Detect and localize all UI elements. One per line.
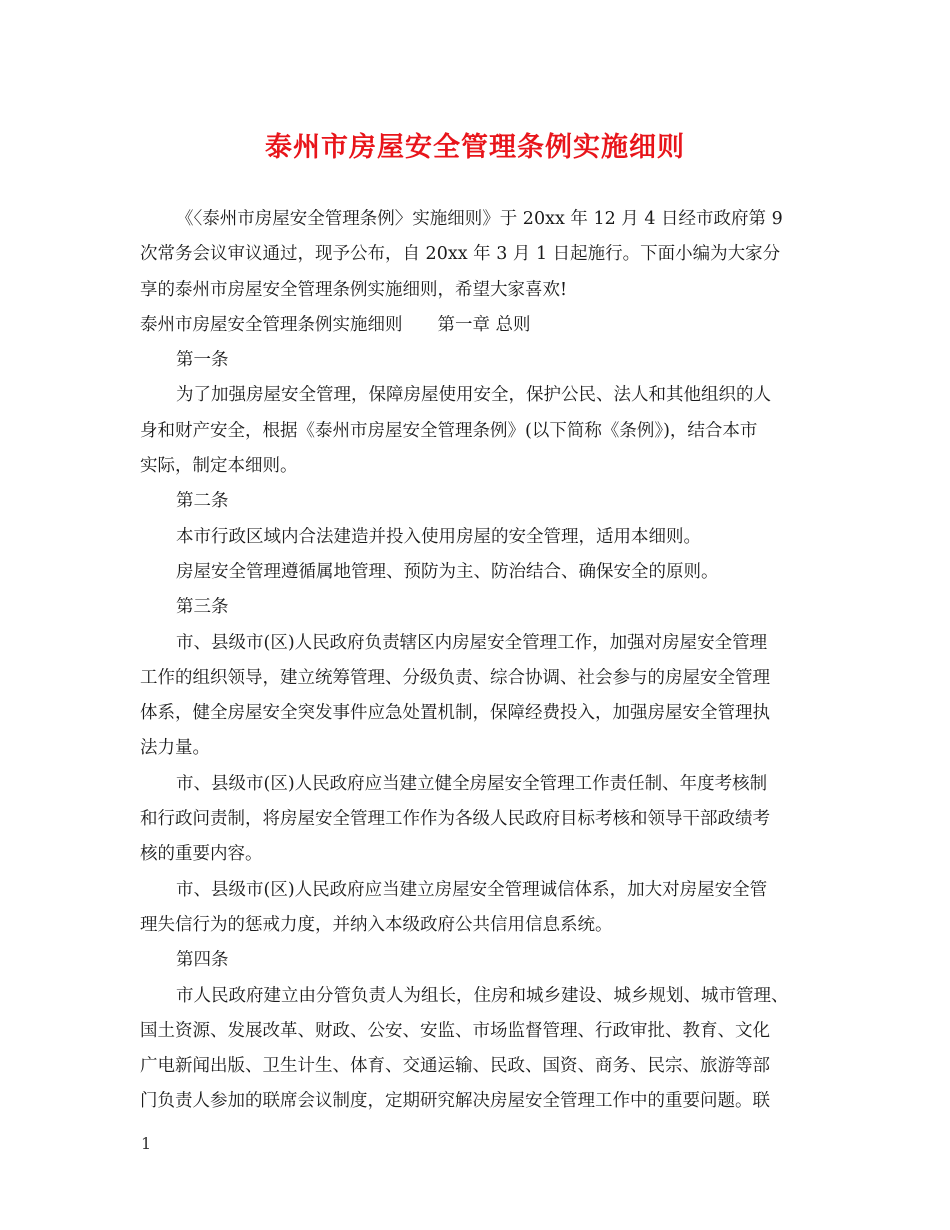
document-body [140, 202, 830, 1120]
page-number: 1 [141, 1134, 152, 1153]
body-line: 门负责人参加的联席会议制度，定期研究解决房屋安全管理工作中的重要问题。联 [140, 1091, 770, 1112]
body-line: 市、县级市(区)人民政府应当建立健全房屋安全管理工作责任制、年度考核制 [176, 773, 768, 794]
body-line: 泰州市房屋安全管理条例实施细则 第一章 总则 [140, 314, 531, 335]
body-line: 市、县级市(区)人民政府负责辖区内房屋安全管理工作，加强对房屋安全管理 [176, 632, 768, 653]
body-line: 次常务会议审议通过，现予公布，自 20xx 年 3 月 1 日起施行。下面小编为大家分 [140, 244, 781, 265]
body-line: 核的重要内容。 [140, 844, 263, 865]
body-line: 第四条 [176, 950, 229, 971]
body-line: 法力量。 [140, 738, 210, 759]
body-line: 第一条 [176, 350, 229, 371]
body-line: 房屋安全管理遵循属地管理、预防为主、防治结合、确保安全的原则。 [176, 561, 719, 582]
body-line: 《〈泰州市房屋安全管理条例〉实施细则》于 20xx 年 12 月 4 日经市政府第 9 [176, 209, 783, 229]
body-line: 第三条 [176, 597, 229, 618]
body-line: 理失信行为的惩戒力度，并纳入本级政府公共信用信息系统。 [140, 914, 613, 935]
body-line: 为了加强房屋安全管理，保障房屋使用安全，保护公民、法人和其他组织的人 [176, 385, 771, 406]
body-line: 体系，健全房屋安全突发事件应急处置机制，保障经费投入，加强房屋安全管理执 [140, 703, 770, 724]
body-line: 享的泰州市房屋安全管理条例实施细则，希望大家喜欢! [140, 279, 568, 300]
body-line: 广电新闻出版、卫生计生、体育、交通运输、民政、国资、商务、民宗、旅游等部 [140, 1056, 770, 1077]
body-line: 市、县级市(区)人民政府应当建立房屋安全管理诚信体系，加大对房屋安全管 [176, 879, 768, 900]
body-line: 工作的组织领导，建立统筹管理、分级负责、综合协调、社会参与的房屋安全管理 [140, 667, 770, 688]
body-line: 市人民政府建立由分管负责人为组长，住房和城乡建设、城乡规划、城市管理、 [176, 985, 789, 1006]
body-line: 实际，制定本细则。 [140, 456, 298, 477]
body-line: 身和财产安全，根据《泰州市房屋安全管理条例》(以下简称《条例》)，结合本市 [140, 420, 758, 441]
body-line: 国土资源、发展改革、财政、公安、安监、市场监督管理、行政审批、教育、文化 [140, 1020, 770, 1041]
body-line: 第二条 [176, 491, 229, 512]
document-title: 泰州市房屋安全管理条例实施细则 [265, 132, 685, 163]
body-line: 本市行政区域内合法建造并投入使用房屋的安全管理，适用本细则。 [176, 526, 701, 547]
body-line: 和行政问责制，将房屋安全管理工作作为各级人民政府目标考核和领导干部政绩考 [140, 809, 770, 830]
